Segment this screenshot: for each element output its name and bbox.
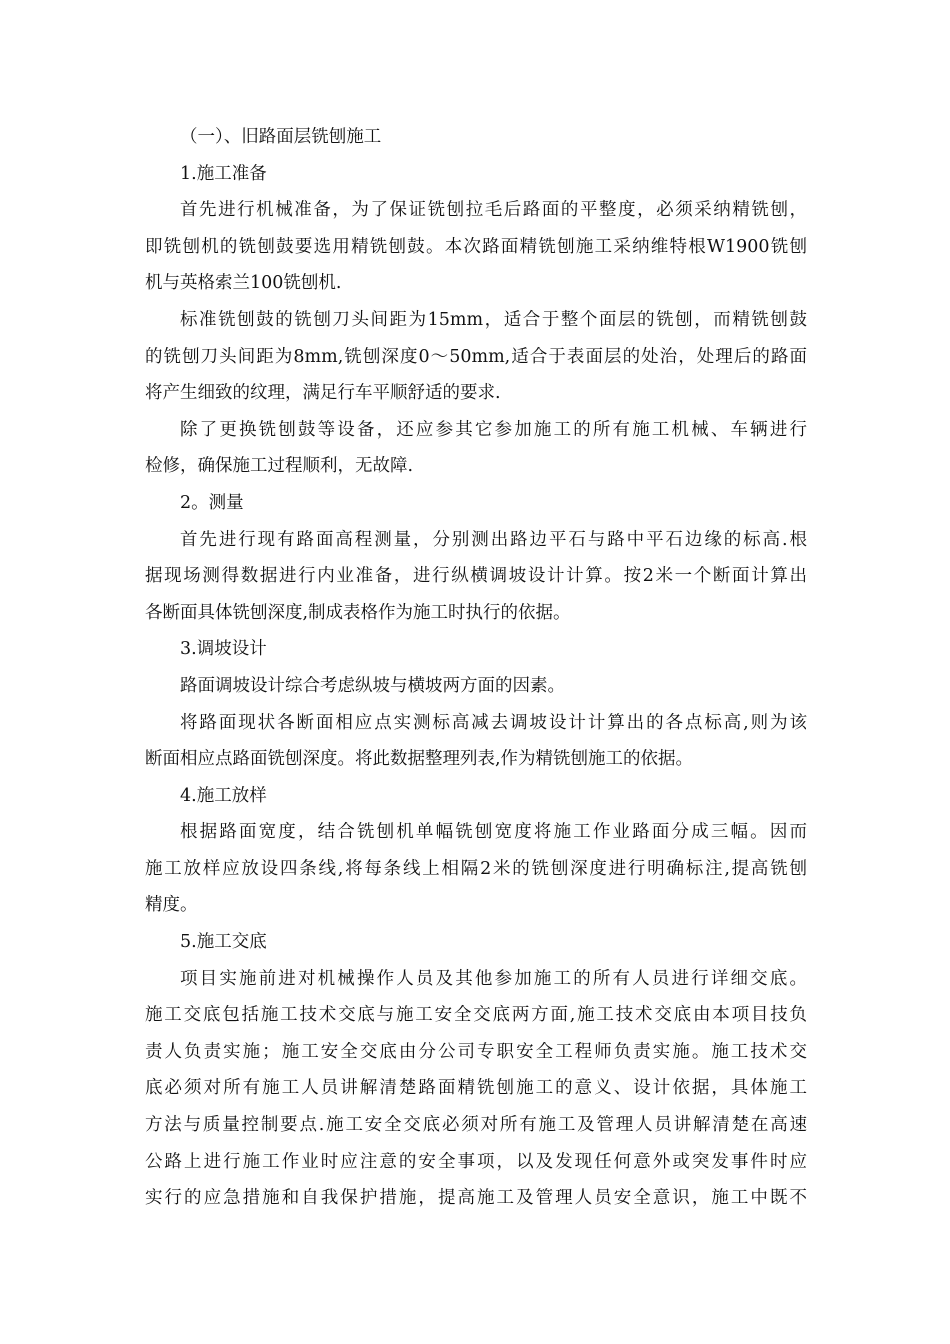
paragraph-line: 将产生细致的纹理，满足行车平顺舒适的要求.: [145, 383, 501, 404]
paragraph-line: 即铣刨机的铣刨鼓要选用精铣刨鼓。本次路面精铣刨施工采纳维特根W1900铣刨: [145, 236, 807, 257]
paragraph-line: 根据路面宽度，结合铣刨机单幅铣刨宽度将施工作业路面分成三幅。因而: [180, 822, 807, 843]
section-heading: （一）、旧路面层铣刨施工: [180, 127, 382, 147]
body-text: [145, 119, 807, 1217]
paragraph-line: 的铣刨刀头间距为8mm,铣刨深度0～50mm,适合于表面层的处治，处理后的路面: [145, 346, 807, 367]
paragraph-line: 除了更换铣刨鼓等设备，还应参其它参加施工的所有施工机械、车辆进行: [180, 419, 807, 440]
paragraph-line: 方法与质量控制要点.施工安全交底必须对所有施工及管理人员讲解清楚在高速: [145, 1115, 807, 1136]
paragraph-line: 标准铣刨鼓的铣刨刀头间距为15mm，适合于整个面层的铣刨，而精铣刨鼓: [180, 309, 807, 330]
subsection-heading: 4.施工放样: [180, 785, 267, 806]
subsection-heading: 2。测量: [180, 492, 244, 513]
paragraph-line: 路面调坡设计综合考虑纵坡与横坡两方面的因素。: [180, 675, 565, 696]
subsection-heading: 3.调坡设计: [180, 639, 267, 660]
paragraph-line: 首先进行机械准备，为了保证铣刨拉毛后路面的平整度，必须采纳精铣刨，: [180, 200, 807, 221]
paragraph-line: 责人负责实施；施工安全交底由分公司专职安全工程师负责实施。施工技术交: [145, 1041, 807, 1062]
paragraph-line: 将路面现状各断面相应点实测标高减去调坡设计计算出的各点标高,则为该: [180, 712, 807, 733]
paragraph-line: 施工交底包括施工技术交底与施工安全交底两方面,施工技术交底由本项目技负: [145, 1005, 807, 1026]
paragraph-line: 项目实施前进对机械操作人员及其他参加施工的所有人员进行详细交底。: [180, 968, 807, 989]
paragraph-line: 各断面具体铣刨深度,制成表格作为施工时执行的依据。: [145, 602, 571, 623]
paragraph-line: 断面相应点路面铣刨深度。将此数据整理列表,作为精铣刨施工的依据。: [145, 749, 694, 770]
paragraph-line: 机与英格索兰100铣刨机.: [145, 273, 342, 294]
paragraph-line: 精度。: [145, 895, 198, 916]
paragraph-line: 公路上进行施工作业时应注意的安全事项，以及发现任何意外或突发事件时应: [145, 1151, 807, 1172]
subsection-heading: 1.施工准备: [180, 163, 267, 184]
paragraph-line: 底必须对所有施工人员讲解清楚路面精铣刨施工的意义、设计依据，具体施工: [145, 1078, 807, 1099]
subsection-heading: 5.施工交底: [180, 932, 267, 953]
paragraph-line: 施工放样应放设四条线,将每条线上相隔2米的铣刨深度进行明确标注,提高铣刨: [145, 858, 807, 879]
paragraph-line: 据现场测得数据进行内业准备，进行纵横调坡设计计算。按2米一个断面计算出: [145, 566, 807, 587]
paragraph-line: 首先进行现有路面高程测量，分别测出路边平石与路中平石边缘的标高.根: [180, 529, 807, 550]
paragraph-line: 检修，确保施工过程顺利，无故障.: [145, 456, 414, 477]
paragraph-line: 实行的应急措施和自我保护措施，提高施工及管理人员安全意识，施工中既不: [145, 1188, 807, 1209]
